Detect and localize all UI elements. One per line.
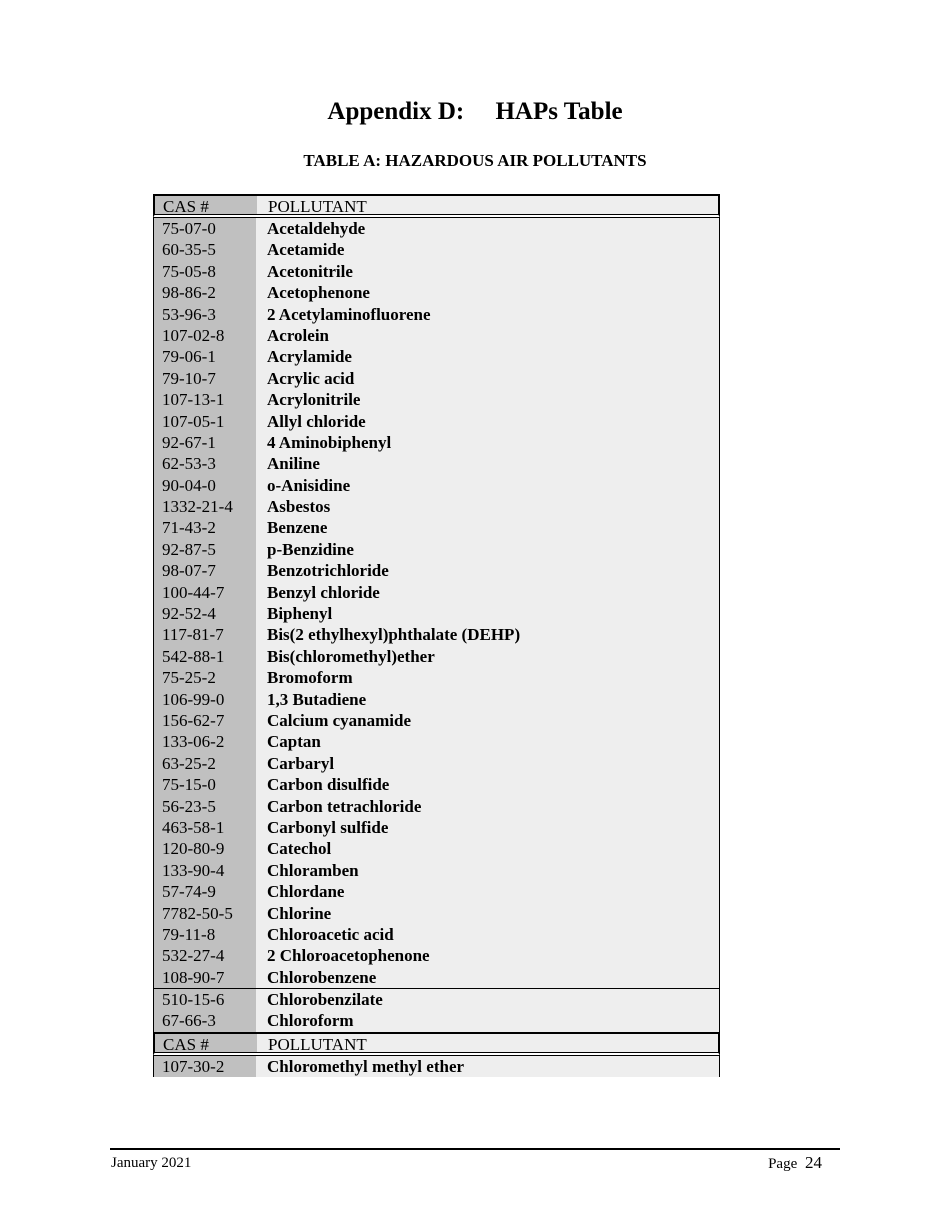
table-row — [154, 475, 719, 496]
column-header-pollutant: POLLUTANT — [257, 1034, 718, 1052]
table-row — [154, 753, 719, 774]
pollutant-name-cell: p-Benzidine — [256, 539, 719, 560]
pollutant-name-cell: Chloroform — [256, 1010, 719, 1031]
cas-number-cell: 57-74-9 — [154, 881, 256, 902]
cas-number-cell: 100-44-7 — [154, 582, 256, 603]
cas-number-cell: 120-80-9 — [154, 838, 256, 859]
table-row — [154, 325, 719, 346]
cas-number-cell: 75-05-8 — [154, 261, 256, 282]
pollutant-name-cell: Benzyl chloride — [256, 582, 719, 603]
table-body-3 — [153, 1056, 720, 1077]
cas-number-cell: 92-87-5 — [154, 539, 256, 560]
table-row — [154, 1056, 719, 1077]
cas-number-cell: 156-62-7 — [154, 710, 256, 731]
hap-table — [153, 194, 720, 1077]
pollutant-name-cell: Chloroacetic acid — [256, 924, 719, 945]
table-row — [154, 368, 719, 389]
pollutant-name-cell: 1,3 Butadiene — [256, 689, 719, 710]
pollutant-name-cell: Carbonyl sulfide — [256, 817, 719, 838]
pollutant-name-cell: Chlorobenzene — [256, 967, 719, 988]
cas-number-cell: 107-13-1 — [154, 389, 256, 410]
pollutant-name-cell: Calcium cyanamide — [256, 710, 719, 731]
cas-number-cell: 92-67-1 — [154, 432, 256, 453]
pollutant-name-cell: Acrolein — [256, 325, 719, 346]
pollutant-name-cell: Bis(chloromethyl)ether — [256, 646, 719, 667]
table-row — [154, 967, 719, 988]
cas-number-cell: 75-07-0 — [154, 218, 256, 239]
table-row — [154, 774, 719, 795]
cas-number-cell: 107-30-2 — [154, 1056, 256, 1077]
cas-number-cell: 108-90-7 — [154, 967, 256, 988]
table-row — [154, 710, 719, 731]
cas-number-cell: 106-99-0 — [154, 689, 256, 710]
cas-number-cell: 75-25-2 — [154, 667, 256, 688]
pollutant-name-cell: Carbon tetrachloride — [256, 796, 719, 817]
table-row — [154, 689, 719, 710]
pollutant-name-cell: Catechol — [256, 838, 719, 859]
page-label: Page — [768, 1156, 798, 1172]
pollutant-name-cell: Chloromethyl methyl ether — [256, 1056, 719, 1077]
cas-number-cell: 1332-21-4 — [154, 496, 256, 517]
pollutant-name-cell: Chlorobenzilate — [256, 989, 719, 1010]
table-row — [154, 1010, 719, 1031]
pollutant-name-cell: 2 Chloroacetophenone — [256, 945, 719, 966]
column-header-pollutant: POLLUTANT — [257, 196, 718, 214]
cas-number-cell: 90-04-0 — [154, 475, 256, 496]
pollutant-name-cell: Acetonitrile — [256, 261, 719, 282]
cas-number-cell: 117-81-7 — [154, 624, 256, 645]
cas-number-cell: 56-23-5 — [154, 796, 256, 817]
pollutant-name-cell: 4 Aminobiphenyl — [256, 432, 719, 453]
pollutant-name-cell: Acetamide — [256, 239, 719, 260]
cas-number-cell: 63-25-2 — [154, 753, 256, 774]
pollutant-name-cell: Acrylamide — [256, 346, 719, 367]
pollutant-name-cell: Chlorine — [256, 903, 719, 924]
cas-number-cell: 133-90-4 — [154, 860, 256, 881]
pollutant-name-cell: Acetaldehyde — [256, 218, 719, 239]
table-row — [154, 453, 719, 474]
table-row — [154, 582, 719, 603]
table-row — [154, 560, 719, 581]
cas-number-cell: 75-15-0 — [154, 774, 256, 795]
pollutant-name-cell: Asbestos — [256, 496, 719, 517]
footer-page — [768, 1153, 822, 1173]
table-row — [154, 903, 719, 924]
cas-number-cell: 107-02-8 — [154, 325, 256, 346]
table-row — [154, 881, 719, 902]
column-header-cas: CAS # — [155, 196, 257, 214]
table-body-2 — [153, 988, 720, 1032]
pollutant-name-cell: 2 Acetylaminofluorene — [256, 304, 719, 325]
cas-number-cell: 62-53-3 — [154, 453, 256, 474]
pollutant-name-cell: Benzene — [256, 517, 719, 538]
table-row — [154, 496, 719, 517]
cas-number-cell: 92-52-4 — [154, 603, 256, 624]
table-row — [154, 432, 719, 453]
cas-number-cell: 98-07-7 — [154, 560, 256, 581]
table-title: TABLE A: HAZARDOUS AIR POLLUTANTS — [303, 151, 647, 170]
cas-number-cell: 463-58-1 — [154, 817, 256, 838]
cas-number-cell: 79-10-7 — [154, 368, 256, 389]
pollutant-name-cell: Bis(2 ethylhexyl)phthalate (DEHP) — [256, 624, 719, 645]
pollutant-name-cell: Captan — [256, 731, 719, 752]
table-header — [153, 194, 720, 218]
table-row — [154, 624, 719, 645]
table-row — [154, 389, 719, 410]
pollutant-name-cell: Acrylonitrile — [256, 389, 719, 410]
cas-number-cell: 133-06-2 — [154, 731, 256, 752]
table-row — [154, 517, 719, 538]
pollutant-name-cell: o-Anisidine — [256, 475, 719, 496]
cas-number-cell: 67-66-3 — [154, 1010, 256, 1031]
table-row — [154, 646, 719, 667]
table-row — [154, 539, 719, 560]
cas-number-cell: 510-15-6 — [154, 989, 256, 1010]
table-row — [154, 796, 719, 817]
table-row — [154, 282, 719, 303]
table-row — [154, 667, 719, 688]
cas-number-cell: 53-96-3 — [154, 304, 256, 325]
table-row — [154, 817, 719, 838]
cas-number-cell: 71-43-2 — [154, 517, 256, 538]
footer-date: January 2021 — [111, 1155, 192, 1171]
cas-number-cell: 542-88-1 — [154, 646, 256, 667]
table-row — [154, 945, 719, 966]
pollutant-name-cell: Acrylic acid — [256, 368, 719, 389]
table-row — [154, 989, 719, 1010]
cas-number-cell: 107-05-1 — [154, 411, 256, 432]
pollutant-name-cell: Chloramben — [256, 860, 719, 881]
pollutant-name-cell: Acetophenone — [256, 282, 719, 303]
pollutant-name-cell: Carbaryl — [256, 753, 719, 774]
cas-number-cell: 98-86-2 — [154, 282, 256, 303]
table-row — [154, 411, 719, 432]
footer-divider — [110, 1148, 840, 1150]
cas-number-cell: 79-06-1 — [154, 346, 256, 367]
pollutant-name-cell: Chlordane — [256, 881, 719, 902]
cas-number-cell: 79-11-8 — [154, 924, 256, 945]
cas-number-cell: 60-35-5 — [154, 239, 256, 260]
page-title: Appendix D: HAPs Table — [327, 98, 623, 125]
table-row — [154, 838, 719, 859]
table-header-repeat — [153, 1032, 720, 1056]
pollutant-name-cell: Allyl chloride — [256, 411, 719, 432]
table-row — [154, 304, 719, 325]
table-row — [154, 860, 719, 881]
table-row — [154, 603, 719, 624]
cas-number-cell: 532-27-4 — [154, 945, 256, 966]
pollutant-name-cell: Aniline — [256, 453, 719, 474]
pollutant-name-cell: Bromoform — [256, 667, 719, 688]
table-row — [154, 346, 719, 367]
pollutant-name-cell: Biphenyl — [256, 603, 719, 624]
page-number: 24 — [805, 1153, 822, 1172]
table-row — [154, 261, 719, 282]
column-header-cas: CAS # — [155, 1034, 257, 1052]
table-row — [154, 218, 719, 239]
cas-number-cell: 7782-50-5 — [154, 903, 256, 924]
table-row — [154, 924, 719, 945]
table-row — [154, 731, 719, 752]
pollutant-name-cell: Carbon disulfide — [256, 774, 719, 795]
table-row — [154, 239, 719, 260]
pollutant-name-cell: Benzotrichloride — [256, 560, 719, 581]
table-body-1 — [153, 218, 720, 988]
